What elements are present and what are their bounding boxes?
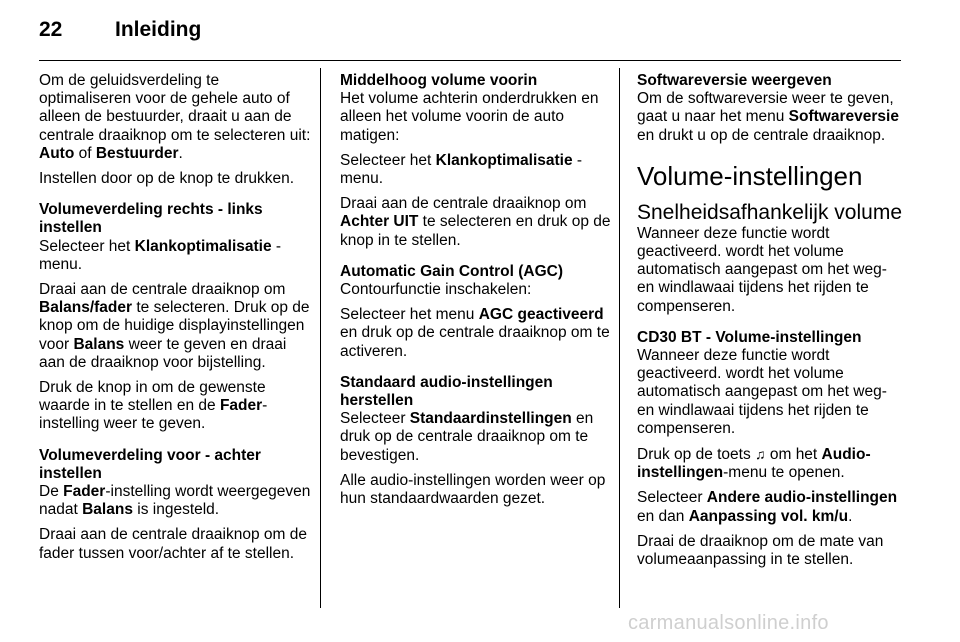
paragraph: Selecteer Andere audio-instellingen en dan Aanpassing vol. km/u. — [637, 489, 898, 525]
section-heading: CD30 BT - Volume-instellingen — [637, 328, 862, 346]
paragraph: Om de softwareversie weer te geven, gaat u naar het menu Softwareversie en drukt u op de centrale draaiknop. — [637, 90, 899, 144]
section-title: Volume-instellingen — [637, 160, 863, 191]
section-heading: Volumeverdeling voor - achter instellen — [39, 446, 261, 482]
paragraph: Draai aan de centrale draaiknop om Achter UIT te selecteren en druk op de knop in te stellen. — [340, 195, 611, 249]
column-divider-1 — [320, 68, 321, 608]
section-heading: Standaard audio-instellingen herstellen — [340, 373, 553, 410]
paragraph: Instellen door op de knop te drukken. — [39, 170, 295, 188]
watermark: carmanualsonline.info — [628, 612, 829, 634]
chapter-title: Inleiding — [115, 18, 202, 41]
section-heading: Middelhoog volume voorin — [340, 72, 538, 89]
column-1 — [39, 72, 311, 570]
audio-settings-icon: ♫ — [755, 446, 766, 463]
paragraph: Draai de draaiknop om de mate van volumeaanpassing in te stellen. — [637, 532, 884, 569]
paragraph: De Fader-instelling wordt weergegeven nadat Balans is ingesteld. — [39, 483, 311, 519]
paragraph: Contourfunctie inschakelen: — [340, 281, 532, 299]
paragraph: Selecteer het menu AGC geactiveerd en druk op de centrale draaiknop om te activeren. — [340, 306, 610, 360]
column-2 — [340, 72, 612, 515]
paragraph: Wanneer deze functie wordt geactiveerd. wordt het volume automatisch aangepast om het weg- en windlawaai tijdens het rijden te compenseren. — [637, 224, 887, 315]
page-header — [39, 18, 921, 48]
paragraph: Wanneer deze functie wordt geactiveerd. wordt het volume automatisch aangepast om het weg- en windlawaai tijdens het rijden te compenseren. — [637, 347, 887, 437]
paragraph: Draai aan de centrale draaiknop om de fader tussen voor/achter af te stellen. — [39, 526, 307, 562]
column-3 — [637, 72, 907, 576]
paragraph: Selecteer het Klankoptimalisatie - menu. — [340, 151, 583, 188]
paragraph: Druk de knop in om de gewenste waarde in te stellen en de Fader-instelling weer te geven. — [39, 379, 268, 433]
paragraph: Draai aan de centrale draaiknop om Balans/fader te selecteren. Druk op de knop om de huidige displayinstellingen voor Balans weer te geven en draai aan de draaiknop voor bijstelling. — [39, 281, 310, 371]
paragraph: Alle audio-instellingen worden weer op hun standaardwaarden gezet. — [340, 471, 606, 508]
subsection-title: Snelheidsafhankelijk volume — [637, 200, 902, 224]
paragraph: Selecteer het Klankoptimalisatie - menu. — [39, 237, 282, 273]
header-rule — [39, 60, 901, 61]
paragraph: Het volume achterin onderdrukken en alleen het volume voorin de auto matigen: — [340, 90, 599, 144]
section-heading: Softwareversie weergeven — [637, 72, 832, 89]
section-heading: Volumeverdeling rechts - links instellen — [39, 201, 263, 237]
paragraph: Druk op de toets ♫ om het Audio-instellingen-menu te openen. — [637, 446, 871, 482]
section-heading: Automatic Gain Control (AGC) — [340, 262, 564, 280]
paragraph: Om de geluidsverdeling te optimaliseren voor de gehele auto of alleen de bestuurder, draait u aan de centrale draaiknop om te selecteren uit: Auto of Bestuurder. — [39, 72, 311, 162]
paragraph: Selecteer Standaardinstellingen en druk op de centrale draaiknop om te bevestigen. — [340, 410, 594, 464]
column-divider-2 — [619, 68, 620, 608]
page-number: 22 — [39, 18, 63, 41]
